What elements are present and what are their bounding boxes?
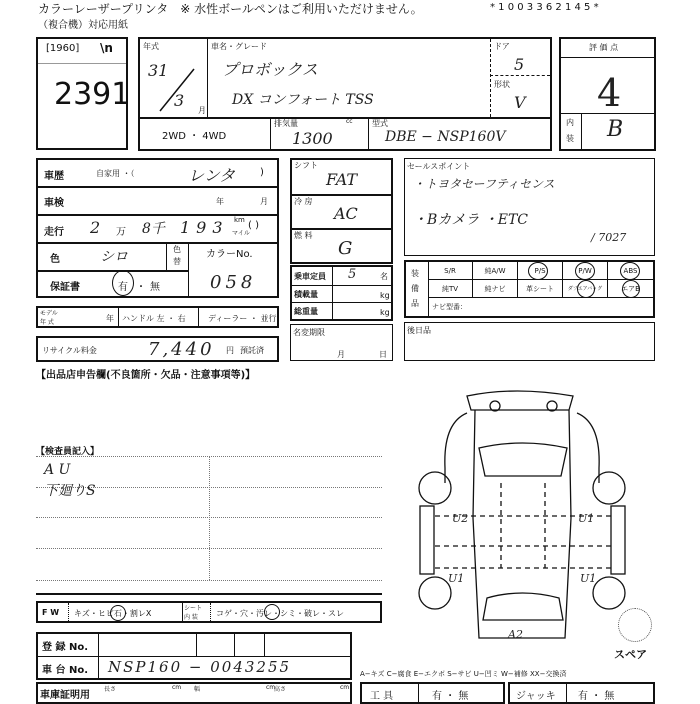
name-change-day: 日	[379, 350, 387, 359]
sales-line-1: ・トヨタセーフティセンス	[413, 177, 555, 191]
recycle-status: 預託済	[240, 346, 264, 355]
name-change-label: 名変期限	[293, 328, 325, 337]
height-label: 高さ	[274, 686, 287, 693]
tools-row	[360, 682, 505, 704]
fw-row	[36, 601, 382, 623]
printer-note	[38, 0, 423, 17]
fuel-value: G	[338, 238, 353, 259]
spare-label: スペア	[614, 648, 647, 661]
inspection-year: 年	[216, 197, 224, 206]
cc-value: 1300	[292, 129, 333, 148]
color-change-label-2: 替	[173, 257, 181, 266]
damage-legend: A−キズ C−腐食 E−エクボ S−サビ U−凹ミ W−補修 XX−交換済	[360, 670, 567, 678]
capacity-label: 乗車定員	[294, 272, 326, 281]
seat-items: コゲ・穴・汚レ・シミ・破レ・スレ	[216, 609, 344, 618]
load-unit: kg	[380, 291, 390, 300]
color-no-label: カラーNo.	[206, 249, 253, 260]
dealer-note-label: 【出品店申告欄(不良箇所・欠品・注意事項等)】	[36, 370, 256, 381]
warranty-label: 保証書	[50, 282, 80, 293]
recycle-row	[36, 336, 279, 362]
length-cm: cm	[172, 684, 182, 691]
chassis-number: NSP160 − 0043255	[108, 658, 292, 676]
lot-suffix: \n	[100, 41, 113, 55]
equipment-dual-airbag	[563, 280, 608, 298]
month-value: 3	[174, 91, 185, 110]
load-label: 積載量	[294, 290, 318, 299]
shape-label: 形状	[494, 80, 510, 89]
inspector-note-1: A U	[44, 462, 71, 478]
equipment-dual-airbag-label: ダブエアバッグ	[567, 286, 603, 292]
score-label: 評 価 点	[589, 43, 619, 52]
model-type: DBE − NSP160V	[385, 129, 506, 145]
ac-value: AC	[334, 204, 358, 223]
equipment-leather: 革シート	[518, 280, 563, 298]
later-items-box	[404, 322, 655, 361]
lot-number: 2391	[54, 77, 131, 112]
ac-label: 冷 房	[294, 197, 313, 206]
model-row	[36, 306, 279, 328]
shift-label: シフト	[294, 161, 318, 170]
equipment-ps	[518, 262, 563, 280]
shape-value: V	[514, 93, 526, 112]
name-label: 車名・グレード	[211, 42, 267, 51]
type-label: 型式	[372, 119, 388, 128]
car-diagram	[415, 388, 635, 643]
lot-code: [1960]	[46, 43, 80, 54]
equipment-pw-label: P/W	[578, 267, 592, 275]
equipment-abs-label: ABS	[623, 267, 638, 275]
capacity-value: 5	[348, 267, 357, 282]
spare-tire-circle	[618, 608, 652, 642]
fw-label: F W	[42, 608, 60, 617]
capacity-unit: 名	[380, 272, 388, 281]
fuel-label: 燃 料	[294, 231, 313, 240]
damage-mark-right-door: U1	[578, 512, 595, 525]
equipment-grid	[428, 262, 653, 316]
registration-label: 登 録 No.	[42, 642, 89, 653]
warranty-yes-circle	[112, 270, 134, 296]
km-unit: km	[234, 216, 245, 224]
garage-label: 車庫証明用	[40, 690, 90, 701]
cc-label: 排気量	[274, 119, 298, 128]
equipment-abs	[608, 262, 653, 280]
recycle-label: リサイクル料金	[42, 346, 97, 355]
mileage-thousand: 8千	[142, 221, 165, 237]
interior-label: 内 装	[184, 614, 198, 621]
garage-row	[36, 682, 352, 704]
equipment-aw: 純A/W	[473, 262, 518, 280]
car-grade: DX コンフォート TSS	[232, 92, 374, 108]
mileage-paren: ( )	[248, 220, 259, 231]
interior-label-2: 装	[566, 134, 574, 143]
month-label: 月	[198, 106, 206, 115]
width-label: 幅	[194, 686, 201, 693]
recycle-value: 7,440	[148, 339, 215, 360]
history-label: 車歴	[44, 171, 64, 182]
car-name: プロボックス	[222, 60, 318, 79]
inspector-note-2: 下廻りS	[44, 483, 96, 499]
stain-circle	[264, 604, 280, 620]
equipment-pw	[563, 262, 608, 280]
later-label: 後日品	[407, 326, 431, 335]
sales-point-box	[404, 158, 655, 256]
paper-note: （複合機）対応用紙	[38, 20, 128, 31]
mile-unit: マイル	[232, 230, 250, 237]
damage-mark-bumper: A2	[508, 628, 523, 641]
inspection-label: 車検	[44, 198, 64, 209]
color-change-label: 色	[173, 245, 181, 254]
score-box	[559, 37, 656, 151]
tools-value: 有 ・ 無	[432, 691, 469, 702]
sales-note: / 7027	[591, 231, 627, 244]
door-label: ドア	[494, 42, 510, 51]
chip-circle	[110, 605, 126, 621]
model-label: モデル	[40, 310, 58, 317]
inspector-label: 【検査員記入】	[36, 447, 100, 457]
drive-type: 2WD ・ 4WD	[162, 131, 227, 142]
capacity-block	[290, 265, 393, 321]
fw-items: キズ・ヒビ石・割レX	[74, 609, 152, 618]
color-number: 058	[210, 272, 257, 293]
warranty-yes: 有	[118, 282, 128, 293]
chassis-label: 車 台 No.	[42, 665, 89, 676]
equipment-sr: S/R	[428, 262, 473, 280]
equipment-airbag	[608, 280, 653, 298]
vehicle-box	[138, 37, 552, 151]
dealer-type: ディーラー ・ 並行	[208, 314, 277, 323]
sales-label: セールスポイント	[407, 162, 471, 171]
width-cm: cm	[266, 684, 276, 691]
damage-mark-left-fender: U1	[448, 572, 465, 585]
mileage-rest: 193	[180, 218, 229, 237]
equipment-airbag-label: エアB	[621, 285, 640, 293]
history-value: レンタ	[188, 166, 235, 185]
printer-label: カラーレーザープリンタ	[38, 2, 169, 16]
height-cm: cm	[340, 684, 350, 691]
model-label-2: 年 式	[40, 319, 54, 326]
equipment-ps-label: P/S	[534, 267, 546, 275]
seat-label: シート	[184, 605, 203, 612]
weight-unit: kg	[380, 308, 390, 317]
damage-mark-right-fender: U1	[580, 572, 597, 585]
length-label: 長さ	[104, 686, 117, 693]
name-change-box	[290, 324, 393, 361]
mileage-label: 走行	[44, 227, 64, 238]
score-value: 4	[597, 71, 622, 115]
equipment-box	[404, 260, 655, 318]
year-label: 年式	[143, 42, 159, 51]
recycle-unit: 円	[226, 346, 234, 355]
doors-value: 5	[514, 55, 525, 74]
color-label: 色	[50, 254, 60, 265]
equipment-tv: 純TV	[428, 280, 473, 298]
shift-value: FAT	[326, 170, 358, 189]
registration-box	[36, 632, 352, 680]
cc-unit: cc	[346, 118, 353, 125]
weight-label: 総重量	[294, 307, 318, 316]
year-value: 31	[148, 61, 169, 80]
damage-mark-left-door: U2	[452, 512, 469, 525]
jack-label: ジャッキ	[516, 691, 556, 702]
mileage-man-unit: 万	[116, 227, 126, 238]
jack-value: 有 ・ 無	[578, 691, 615, 702]
pen-notice: ※ 水性ボールペンはご利用いただけません。	[180, 2, 423, 16]
interior-score: B	[607, 117, 624, 142]
lot-box	[36, 37, 131, 150]
history-prefix: 自家用 ・（	[96, 169, 135, 178]
mileage-man: 2	[90, 218, 101, 237]
equipment-label: 装備品	[411, 269, 419, 308]
tools-label: 工 具	[370, 691, 394, 702]
name-change-month: 月	[337, 350, 345, 359]
history-close: )	[260, 167, 264, 178]
warranty-no: 無	[150, 282, 160, 293]
color-value: シロ	[100, 249, 128, 265]
inspection-month: 月	[260, 197, 268, 206]
equipment-navi: 純ナビ	[473, 280, 518, 298]
sales-line-2: ・Bカメラ ・ETC	[413, 212, 529, 228]
interior-label: 内	[566, 118, 574, 127]
handle-side: ハンドル 左 ・ 右	[122, 314, 186, 323]
history-block	[36, 158, 279, 298]
jack-row	[508, 682, 655, 704]
barcode-number: * 1 0 0 3 3 6 2 1 4 5 *	[490, 2, 599, 13]
warranty-sep: ・	[136, 282, 146, 293]
navi-model: ナビ型番：	[432, 303, 467, 311]
spec-column	[290, 158, 393, 264]
model-year: 年	[106, 314, 114, 323]
